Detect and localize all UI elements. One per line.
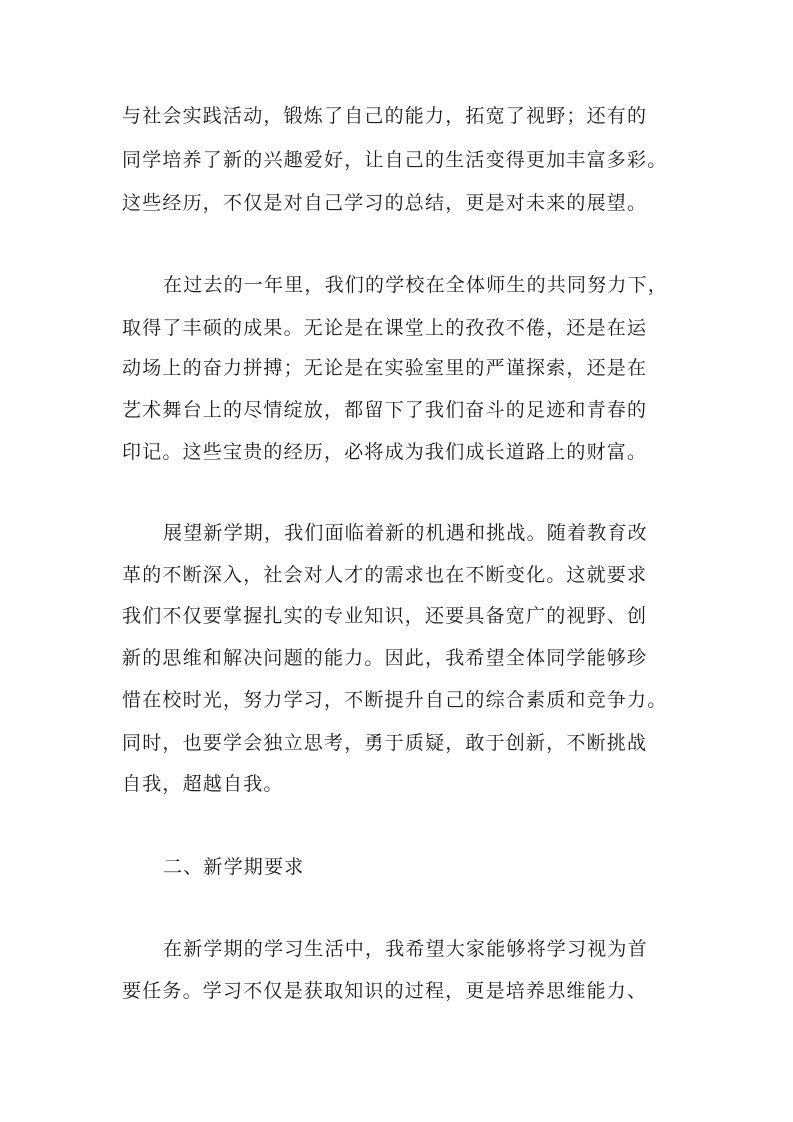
paragraph-3-line-2: 革的不断深入，社会对人才的需求也在不断变化。这就要求 <box>122 564 648 586</box>
paragraph-2-line-5: 印记。这些宝贵的经历，必将成为我们成长道路上的财富。 <box>122 441 648 463</box>
paragraph-2-line-4: 艺术舞台上的尽情绽放，都留下了我们奋斗的足迹和青春的 <box>122 399 648 421</box>
paragraph-1-line-2: 同学培养了新的兴趣爱好，让自己的生活变得更加丰富多彩。 <box>122 149 668 171</box>
section-heading: 二、新学期要求 <box>163 856 305 878</box>
paragraph-1-line-3: 这些经历，不仅是对自己学习的总结，更是对未来的展望。 <box>122 192 648 214</box>
paragraph-2-line-3: 动场上的奋力拼搏；无论是在实验室里的严谨探索，还是在 <box>122 357 648 379</box>
paragraph-3-line-6: 同时，也要学会独立思考，勇于质疑，敢于创新，不断挑战 <box>122 732 648 754</box>
paragraph-1-line-1: 与社会实践活动，锻炼了自己的能力，拓宽了视野；还有的 <box>122 105 648 127</box>
paragraph-2-line-2: 取得了丰硕的成果。无论是在课堂上的孜孜不倦，还是在运 <box>122 317 648 339</box>
paragraph-3-line-1: 展望新学期，我们面临着新的机遇和挑战。随着教育改 <box>163 522 648 544</box>
paragraph-2-line-1: 在过去的一年里，我们的学校在全体师生的共同努力下， <box>163 274 669 296</box>
paragraph-4-line-2: 要任务。学习不仅是获取知识的过程，更是培养思维能力、 <box>122 980 648 1002</box>
paragraph-4-line-1: 在新学期的学习生活中，我希望大家能够将学习视为首 <box>163 938 648 960</box>
paragraph-3-line-3: 我们不仅要掌握扎实的专业知识，还要具备宽广的视野、创 <box>122 605 648 627</box>
paragraph-3-line-4: 新的思维和解决问题的能力。因此，我希望全体同学能够珍 <box>122 647 648 669</box>
paragraph-3-line-7: 自我，超越自我。 <box>122 773 284 795</box>
paragraph-3-line-5: 惜在校时光，努力学习，不断提升自己的综合素质和竞争力。 <box>122 689 668 711</box>
